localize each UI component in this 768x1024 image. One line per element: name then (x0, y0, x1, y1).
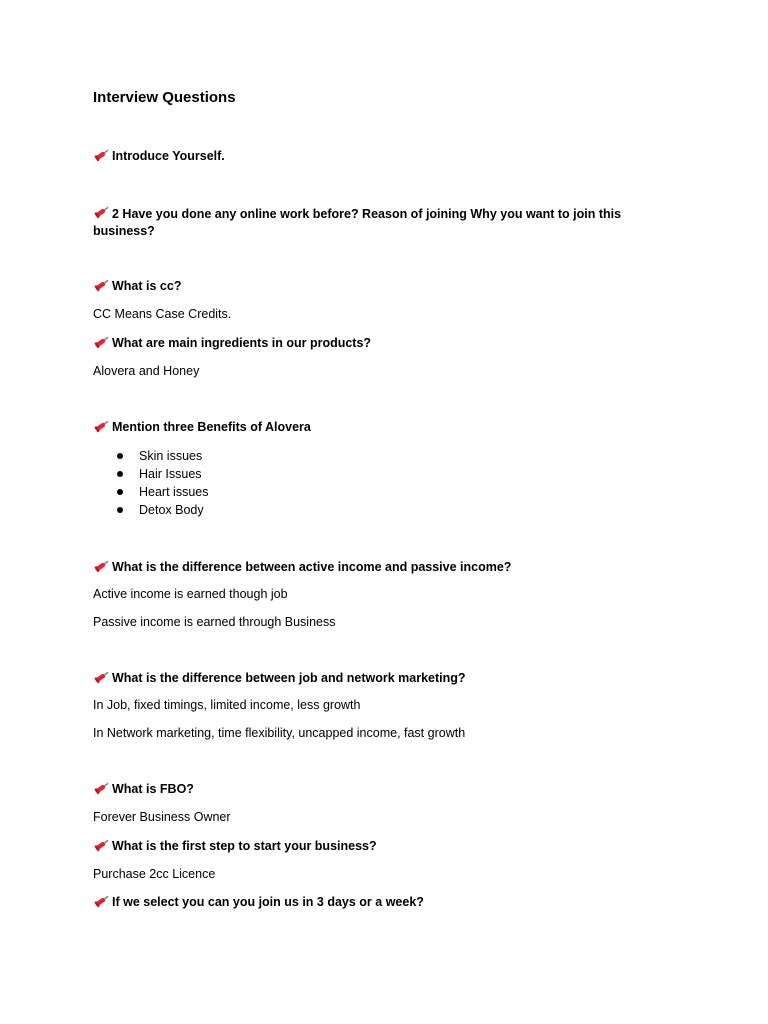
answer-text: Purchase 2cc Licence (93, 867, 216, 881)
question-item (93, 781, 653, 798)
pushpin-icon (93, 895, 112, 909)
question-text: What are main ingredients in our products? (112, 336, 372, 350)
list-item (93, 483, 208, 501)
question-item (93, 894, 653, 911)
list-item (93, 465, 208, 483)
question-text: What is the first step to start your business? (112, 839, 377, 853)
question-item (93, 838, 653, 855)
pushpin-icon (93, 206, 112, 220)
page-title: Interview Questions (93, 89, 236, 106)
pushpin-icon (93, 149, 112, 163)
answer-text: Active income is earned though job (93, 587, 288, 601)
question-text: If we select you can you join us in 3 days or a week? (112, 895, 424, 909)
pushpin-icon (93, 336, 112, 350)
question-item (93, 278, 653, 295)
pushpin-icon (93, 279, 112, 293)
question-text: Introduce Yourself. (112, 149, 225, 163)
list-item-text: Heart issues (139, 485, 209, 499)
pushpin-icon (93, 839, 112, 853)
list-item (93, 501, 208, 519)
question-item (93, 419, 653, 436)
answer-text: Passive income is earned through Business (93, 615, 336, 629)
answer-text: CC Means Case Credits. (93, 307, 232, 321)
list-item (93, 447, 208, 465)
pushpin-icon (93, 671, 112, 685)
question-text: What is the difference between active income and passive income? (112, 560, 512, 574)
question-item (93, 559, 653, 576)
pushpin-icon (93, 782, 112, 796)
question-item (93, 335, 653, 352)
list-item-text: Detox Body (139, 503, 204, 517)
pushpin-icon (93, 560, 112, 574)
question-text: Mention three Benefits of Alovera (112, 420, 311, 434)
question-text: What is FBO? (112, 782, 194, 796)
benefits-list (93, 447, 208, 519)
bullet-icon (117, 453, 123, 459)
question-item (93, 670, 653, 687)
answer-text: Forever Business Owner (93, 810, 231, 824)
question-text: 2 Have you done any online work before? Reason of joining Why you want to join this business? (93, 207, 622, 238)
question-text: What is the difference between job and network marketing? (112, 671, 466, 685)
answer-text: In Job, fixed timings, limited income, less growth (93, 698, 361, 712)
pushpin-icon (93, 420, 112, 434)
answer-text: Alovera and Honey (93, 364, 200, 378)
bullet-icon (117, 471, 123, 477)
bullet-icon (117, 489, 123, 495)
bullet-icon (117, 507, 123, 513)
question-text: What is cc? (112, 279, 182, 293)
question-item (93, 148, 653, 165)
answer-text: In Network marketing, time flexibility, uncapped income, fast growth (93, 726, 466, 740)
list-item-text: Skin issues (139, 449, 203, 463)
list-item-text: Hair Issues (139, 467, 202, 481)
question-item (93, 205, 653, 240)
